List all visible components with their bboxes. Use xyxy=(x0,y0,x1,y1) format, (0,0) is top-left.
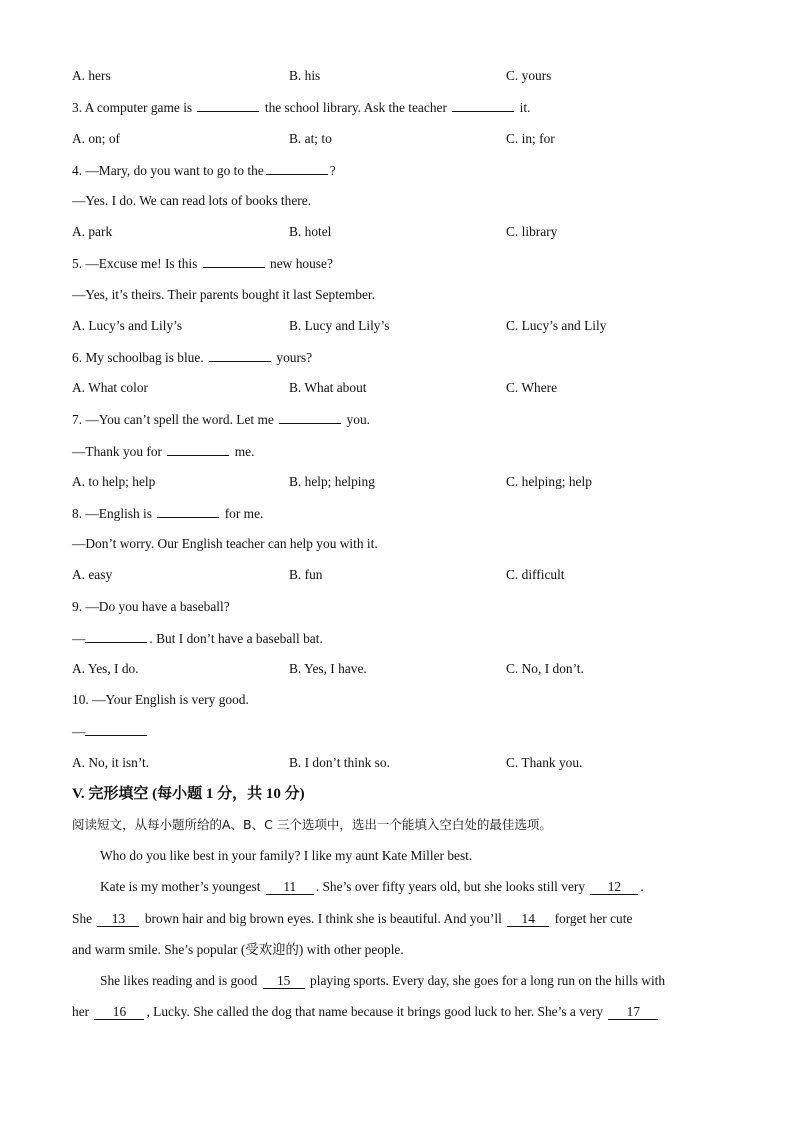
option-a[interactable]: A. No, it isn’t. xyxy=(72,755,150,770)
answer-blank[interactable] xyxy=(203,254,265,268)
q5-reply: —Yes, it’s theirs. Their parents bought it last September. xyxy=(72,287,376,302)
cloze-blank-11[interactable]: 11 xyxy=(266,880,314,895)
q3-text-mid: the school library. Ask the teacher xyxy=(264,100,447,115)
question-5 xyxy=(72,254,333,273)
q4-reply: —Yes. I do. We can read lots of books there. xyxy=(72,193,312,208)
option-c[interactable]: C. yours xyxy=(506,68,552,83)
option-b[interactable]: B. hotel xyxy=(289,224,332,239)
question-10: 10. —Your English is very good. xyxy=(72,692,249,707)
passage-line-5 xyxy=(100,972,665,990)
passage-line-6 xyxy=(72,1003,660,1021)
answer-blank[interactable] xyxy=(279,410,341,424)
passage-line-4: and warm smile. She’s popular (受欢迎的) with other people. xyxy=(72,942,404,957)
answer-blank[interactable] xyxy=(85,629,147,643)
q4-options xyxy=(0,223,794,241)
option-c[interactable]: C. Where xyxy=(506,380,558,395)
passage-text: . xyxy=(640,879,644,894)
question-3 xyxy=(72,98,530,117)
passage-text: playing sports. Every day, she goes for a long run on the hills with xyxy=(310,973,666,988)
q8-text-post: for me. xyxy=(224,506,264,521)
option-b[interactable]: B. his xyxy=(289,68,321,83)
option-c[interactable]: C. No, I don’t. xyxy=(506,661,584,676)
q8-reply: —Don’t worry. Our English teacher can help you with it. xyxy=(72,536,378,551)
option-b[interactable]: B. What about xyxy=(289,380,367,395)
option-a[interactable]: A. Yes, I do. xyxy=(72,661,139,676)
question-8 xyxy=(72,504,263,523)
q5-text-pre: 5. —Excuse me! Is this xyxy=(72,256,198,271)
answer-blank[interactable] xyxy=(157,504,219,518)
q7-options xyxy=(0,473,794,491)
q9-options xyxy=(0,660,794,678)
q9-reply-post: . But I don’t have a baseball bat. xyxy=(149,631,323,646)
question-7 xyxy=(72,410,370,429)
option-b[interactable]: B. Yes, I have. xyxy=(289,661,367,676)
option-b[interactable]: B. help; helping xyxy=(289,474,375,489)
q5-options xyxy=(0,317,794,335)
cloze-blank-15[interactable]: 15 xyxy=(263,974,305,989)
q3-text-pre: 3. A computer game is xyxy=(72,100,193,115)
q6-text-post: yours? xyxy=(276,350,313,365)
passage-text: She likes reading and is good xyxy=(100,973,258,988)
passage-text: Kate is my mother’s youngest xyxy=(100,879,261,894)
q10-reply-pre: — xyxy=(72,724,86,739)
cloze-blank-16[interactable]: 16 xyxy=(94,1005,144,1020)
passage-text: forget her cute xyxy=(554,911,633,926)
option-b[interactable]: B. at; to xyxy=(289,131,332,146)
section-title: V. 完形填空 (每小题 1 分，共 10 分) xyxy=(72,786,305,802)
q7-reply-post: me. xyxy=(234,444,255,459)
section-instruction: 阅读短文，从每小题所给的A、B、C 三个选项中，选出一个能填入空白处的最佳选项。 xyxy=(72,817,552,832)
q7-reply xyxy=(72,442,254,461)
answer-blank[interactable] xyxy=(167,442,229,456)
question-4 xyxy=(72,161,336,180)
passage-text: , Lucky. She called the dog that name because it brings good luck to her. She’s a very xyxy=(146,1004,603,1019)
option-b[interactable]: B. fun xyxy=(289,567,323,582)
passage-line-3 xyxy=(72,910,632,928)
option-b[interactable]: B. Lucy and Lily’s xyxy=(289,318,390,333)
answer-blank[interactable] xyxy=(85,722,147,736)
answer-blank[interactable] xyxy=(197,98,259,112)
passage-text: She xyxy=(72,911,93,926)
q3-text-post: it. xyxy=(519,100,531,115)
answer-blank[interactable] xyxy=(452,98,514,112)
q5-text-post: new house? xyxy=(270,256,333,271)
q8-text-pre: 8. —English is xyxy=(72,506,152,521)
q9-reply-pre: — xyxy=(72,631,86,646)
option-b[interactable]: B. I don’t think so. xyxy=(289,755,390,770)
q7-text-post: you. xyxy=(346,412,370,427)
passage-text: brown hair and big brown eyes. I think she is beautiful. And you’ll xyxy=(144,911,502,926)
answer-blank[interactable] xyxy=(209,348,271,362)
option-a[interactable]: A. easy xyxy=(72,567,113,582)
answer-blank[interactable] xyxy=(266,161,328,175)
option-c[interactable]: C. difficult xyxy=(506,567,565,582)
passage-line-2 xyxy=(100,878,644,896)
option-c[interactable]: C. Lucy’s and Lily xyxy=(506,318,607,333)
option-c[interactable]: C. Thank you. xyxy=(506,755,583,770)
cloze-blank-13[interactable]: 13 xyxy=(97,912,139,927)
option-a[interactable]: A. park xyxy=(72,224,113,239)
q10-options xyxy=(0,754,794,772)
q6-options xyxy=(0,379,794,397)
cloze-blank-17[interactable]: 17 xyxy=(608,1005,658,1020)
cloze-blank-12[interactable]: 12 xyxy=(590,880,638,895)
option-a[interactable]: A. to help; help xyxy=(72,474,156,489)
option-a[interactable]: A. Lucy’s and Lily’s xyxy=(72,318,183,333)
q9-reply xyxy=(72,629,323,648)
question-9: 9. —Do you have a baseball? xyxy=(72,599,230,614)
option-c[interactable]: C. in; for xyxy=(506,131,555,146)
q6-text-pre: 6. My schoolbag is blue. xyxy=(72,350,204,365)
passage-text: her xyxy=(72,1004,90,1019)
q7-text-pre: 7. —You can’t spell the word. Let me xyxy=(72,412,274,427)
q3-options xyxy=(0,130,794,148)
option-c[interactable]: C. library xyxy=(506,224,558,239)
passage-line-1: Who do you like best in your family? I like my aunt Kate Miller best. xyxy=(100,848,473,863)
q2-options xyxy=(0,67,794,85)
q8-options xyxy=(0,566,794,584)
option-a[interactable]: A. on; of xyxy=(72,131,120,146)
q10-reply xyxy=(72,722,149,741)
passage-text: . She’s over fifty years old, but she looks still very xyxy=(315,879,586,894)
question-6 xyxy=(72,348,312,367)
q4-text-pre: 4. —Mary, do you want to go to the xyxy=(72,163,264,178)
q4-text-post: ? xyxy=(329,163,336,178)
option-c[interactable]: C. helping; help xyxy=(506,474,592,489)
option-a[interactable]: A. What color xyxy=(72,380,148,395)
q7-reply-pre: —Thank you for xyxy=(72,444,162,459)
option-a[interactable]: A. hers xyxy=(72,68,111,83)
cloze-blank-14[interactable]: 14 xyxy=(507,912,549,927)
